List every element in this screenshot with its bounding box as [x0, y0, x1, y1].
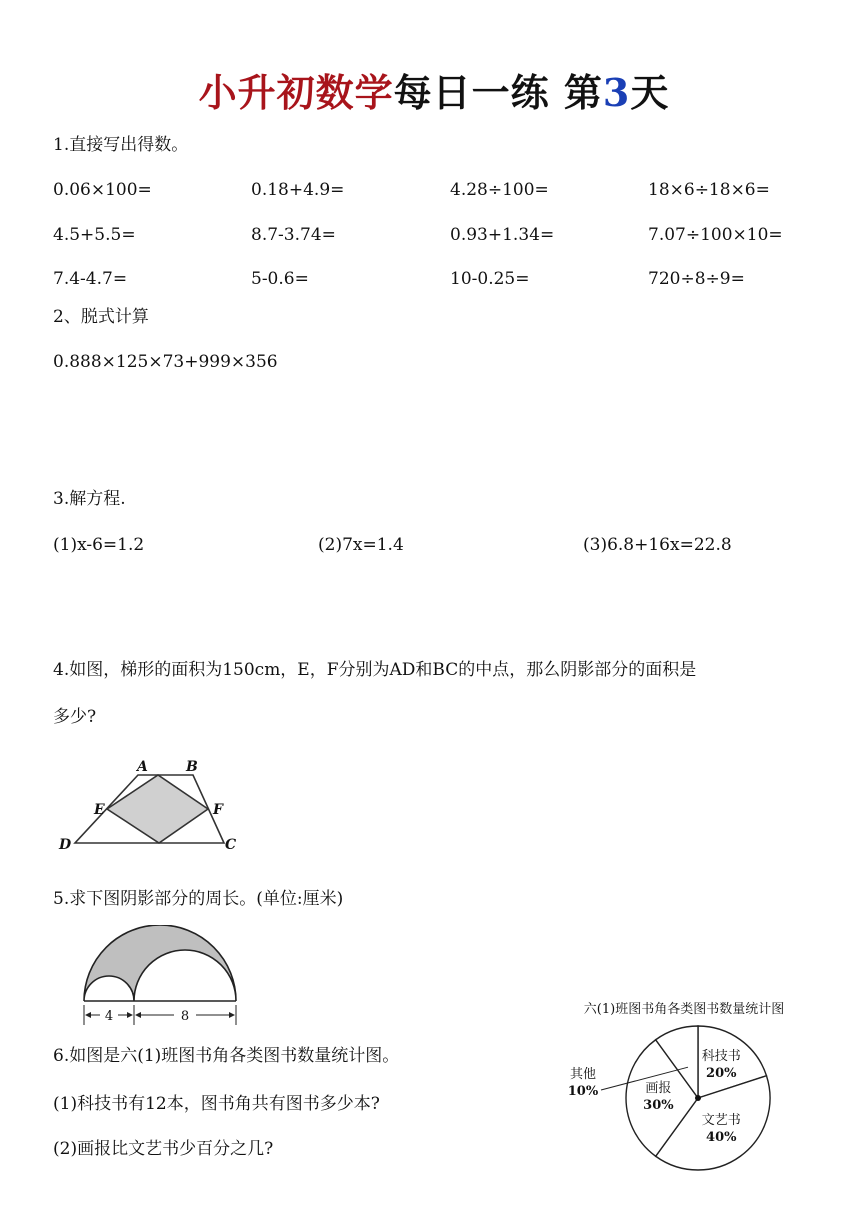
q1-item: 720÷8÷9= — [648, 269, 745, 289]
q1-item: 5-0.6= — [251, 269, 309, 289]
q1-item: 0.93+1.34= — [450, 225, 555, 245]
label-e: E — [94, 802, 105, 818]
title-day: 3 — [602, 70, 631, 115]
pie-label-percent: 30% — [643, 1098, 674, 1113]
q3-equation-2: (2)7x=1.4 — [318, 535, 404, 555]
label-d: D — [59, 837, 72, 853]
title-red-part: 小升初数学 — [198, 70, 394, 115]
q4-text-line2: 多少? — [53, 707, 97, 727]
q5-heading: 5.求下图阴影部分的周长。(单位:厘米) — [53, 889, 344, 909]
chart-title: 六(1)班图书角各类图书数量统计图 — [583, 1002, 785, 1017]
q1-heading: 1.直接写出得数。 — [53, 135, 189, 155]
pie-label-name: 画报 — [645, 1081, 672, 1096]
q1-item: 8.7-3.74= — [251, 225, 336, 245]
shaded-region — [84, 925, 236, 1001]
q2-heading: 2、脱式计算 — [53, 307, 149, 327]
semicircle-figure — [78, 925, 243, 1025]
pie-label-percent: 10% — [567, 1084, 599, 1099]
label-c: C — [225, 837, 237, 853]
q1-item: 4.28÷100= — [450, 180, 549, 200]
page-title — [0, 62, 868, 117]
arrowhead — [135, 1012, 141, 1018]
title-end: 天 — [630, 70, 670, 115]
arrowhead — [229, 1012, 235, 1018]
shaded-quadrilateral — [107, 775, 208, 843]
q1-item: 18×6÷18×6= — [648, 180, 770, 200]
q1-item: 0.06×100= — [53, 180, 152, 200]
q1-item: 7.4-4.7= — [53, 269, 128, 289]
arrowhead — [127, 1012, 133, 1018]
q2-expression: 0.888×125×73+999×356 — [53, 352, 278, 372]
pie-center-dot — [695, 1095, 701, 1101]
q6-subquestion-2: (2)画报比文艺书少百分之几? — [53, 1139, 274, 1159]
q3-heading: 3.解方程. — [53, 489, 126, 509]
q3-equation-3: (3)6.8+16x=22.8 — [583, 535, 732, 555]
pie-label-name: 其他 — [569, 1067, 597, 1082]
pie-label-percent: 20% — [706, 1065, 737, 1081]
q6-subquestion-1: (1)科技书有12本，图书角共有图书多少本? — [53, 1094, 380, 1114]
label-b: B — [186, 759, 198, 775]
dim-label-8: 8 — [180, 1009, 190, 1024]
q3-equation-1: (1)x-6=1.2 — [53, 535, 145, 555]
q1-item: 10-0.25= — [450, 269, 530, 289]
pie-label-percent: 40% — [706, 1130, 737, 1146]
label-f: F — [213, 802, 223, 818]
label-a: A — [137, 759, 148, 775]
pie-chart — [558, 995, 820, 1175]
q1-item: 7.07÷100×10= — [648, 225, 783, 245]
q1-item: 4.5+5.5= — [53, 225, 136, 245]
q6-heading: 6.如图是六(1)班图书角各类图书数量统计图。 — [53, 1046, 400, 1066]
pie-label-name: 文艺书 — [701, 1113, 741, 1129]
pie-label-name: 科技书 — [701, 1048, 741, 1064]
arrowhead — [85, 1012, 91, 1018]
q4-text-line1: 4.如图，梯形的面积为150cm，E，F分别为AD和BC的中点，那么阴影部分的面积是 — [53, 660, 697, 680]
dim-label-4: 4 — [104, 1009, 114, 1024]
title-black-part: 每日一练 第 — [393, 70, 603, 115]
q1-item: 0.18+4.9= — [251, 180, 345, 200]
trapezoid-figure — [55, 755, 245, 855]
